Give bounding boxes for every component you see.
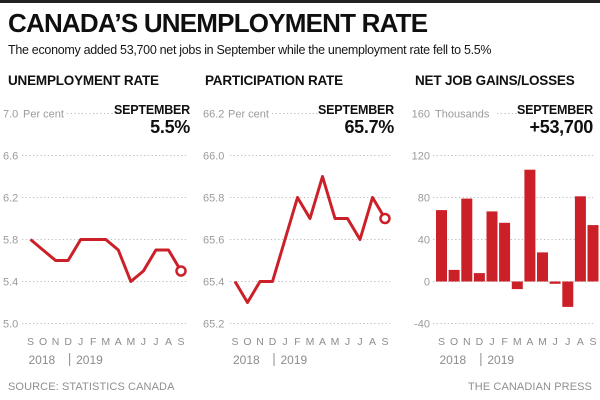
axis-unit-label: Per cent <box>228 108 269 121</box>
bar <box>512 282 523 290</box>
bar <box>550 282 561 284</box>
month-label: F <box>294 336 301 348</box>
annotation-net-jobs <box>517 103 593 138</box>
bar <box>461 199 472 282</box>
y-tick-label: 160 <box>411 108 430 121</box>
y-tick-label: 40 <box>417 234 430 247</box>
year-label-2019: 2019 <box>487 353 515 367</box>
chart-net-job-gains-losses <box>400 70 600 382</box>
month-label: A <box>114 336 122 348</box>
latest-point-marker <box>381 214 390 223</box>
month-label: D <box>64 336 72 348</box>
top-border <box>0 0 600 3</box>
month-label: O <box>243 336 252 348</box>
month-label: D <box>475 336 484 348</box>
month-label: J <box>153 336 159 348</box>
y-tick-label: 120 <box>411 150 430 163</box>
y-tick-label: 66.2 <box>203 108 225 121</box>
annotation-value: 5.5% <box>150 117 190 137</box>
month-label: S <box>437 336 446 348</box>
year-label-2018: 2018 <box>28 353 56 367</box>
month-label: M <box>330 336 340 348</box>
month-label: M <box>538 336 547 348</box>
y-tick-label: 5.0 <box>3 318 19 331</box>
y-tick-label: 65.2 <box>203 318 225 331</box>
month-label: M <box>512 336 522 348</box>
chart-title-participation-rate: PARTICIPATION RATE <box>205 73 343 88</box>
month-label: O <box>450 336 459 348</box>
y-tick-label: 6.6 <box>3 150 19 163</box>
data-line <box>31 240 182 282</box>
y-tick-label: 65.8 <box>203 192 225 205</box>
latest-point-marker <box>177 267 186 276</box>
chart-unemployment-rate <box>0 70 200 382</box>
chart-title-unemployment-rate: UNEMPLOYMENT RATE <box>8 73 159 88</box>
year-label-2019: 2019 <box>76 353 103 367</box>
month-label: A <box>318 336 327 348</box>
y-tick-label: 65.6 <box>203 234 225 247</box>
bar <box>487 211 498 281</box>
month-label: F <box>89 336 97 348</box>
bar <box>449 270 460 282</box>
month-label: J <box>489 336 495 348</box>
annotation-month-label: SEPTEMBER <box>517 103 593 117</box>
month-label: J <box>552 336 558 348</box>
y-tick-label: 7.0 <box>3 108 19 121</box>
y-tick-label: 5.8 <box>3 234 19 247</box>
year-label-2018: 2018 <box>439 353 467 367</box>
month-label: M <box>305 336 315 348</box>
y-tick-label: 66.0 <box>203 150 225 163</box>
annotation-unemployment <box>114 103 190 138</box>
page-subtitle: The economy added 53,700 net jobs in September while the unemployment rate fell to 5.5% <box>8 43 492 57</box>
y-tick-label: 65.4 <box>203 276 225 289</box>
y-tick-label: -40 <box>414 318 430 331</box>
month-label: J <box>565 336 571 348</box>
bar <box>562 282 573 307</box>
annotation-month-label: SEPTEMBER <box>114 103 190 117</box>
bar <box>474 273 485 281</box>
month-label: J <box>140 336 146 348</box>
month-label: S <box>381 336 389 348</box>
y-tick-label: 80 <box>417 192 430 205</box>
year-label-2018: 2018 <box>233 353 260 367</box>
bar <box>575 196 586 281</box>
annotation-value: +53,700 <box>529 117 593 137</box>
month-label: J <box>282 336 288 348</box>
month-label: S <box>231 336 239 348</box>
month-label: A <box>576 336 584 348</box>
month-label: A <box>164 336 172 348</box>
year-label-2019: 2019 <box>280 353 308 367</box>
annotation-value: 65.7% <box>344 117 394 137</box>
y-tick-label: 0 <box>423 276 430 289</box>
annotation-month-label: SEPTEMBER <box>318 103 394 117</box>
month-label: F <box>501 336 508 348</box>
annotation-participation <box>318 103 394 138</box>
bar <box>537 252 548 281</box>
month-label: M <box>126 336 136 348</box>
month-label: A <box>368 336 377 348</box>
month-label: D <box>268 336 277 348</box>
month-label: N <box>51 336 60 348</box>
y-tick-label: 6.2 <box>3 192 19 205</box>
month-label: J <box>344 336 351 348</box>
page-title: CANADA’S UNEMPLOYMENT RATE <box>8 8 428 38</box>
bar <box>524 170 535 282</box>
month-label: N <box>462 336 471 348</box>
bar <box>588 225 599 281</box>
month-label: M <box>101 336 111 348</box>
month-label: A <box>526 336 534 348</box>
publisher-credit: THE CANADIAN PRESS <box>467 381 592 393</box>
chart-participation-rate <box>200 70 400 382</box>
chart-title-net-jobs: NET JOB GAINS/LOSSES <box>415 73 575 88</box>
month-label: S <box>177 336 185 348</box>
month-label: S <box>26 336 35 348</box>
y-tick-label: 5.4 <box>3 276 19 289</box>
bar <box>436 210 447 281</box>
axis-unit-label: Thousands <box>435 108 490 121</box>
source-credit: SOURCE: STATISTICS CANADA <box>8 381 175 393</box>
month-label: O <box>38 336 48 348</box>
month-label: J <box>357 336 363 348</box>
month-label: J <box>78 336 84 348</box>
data-line <box>235 177 385 303</box>
axis-unit-label: Per cent <box>23 108 64 121</box>
bar <box>499 223 510 282</box>
month-label: S <box>589 336 597 348</box>
month-label: N <box>256 336 264 348</box>
